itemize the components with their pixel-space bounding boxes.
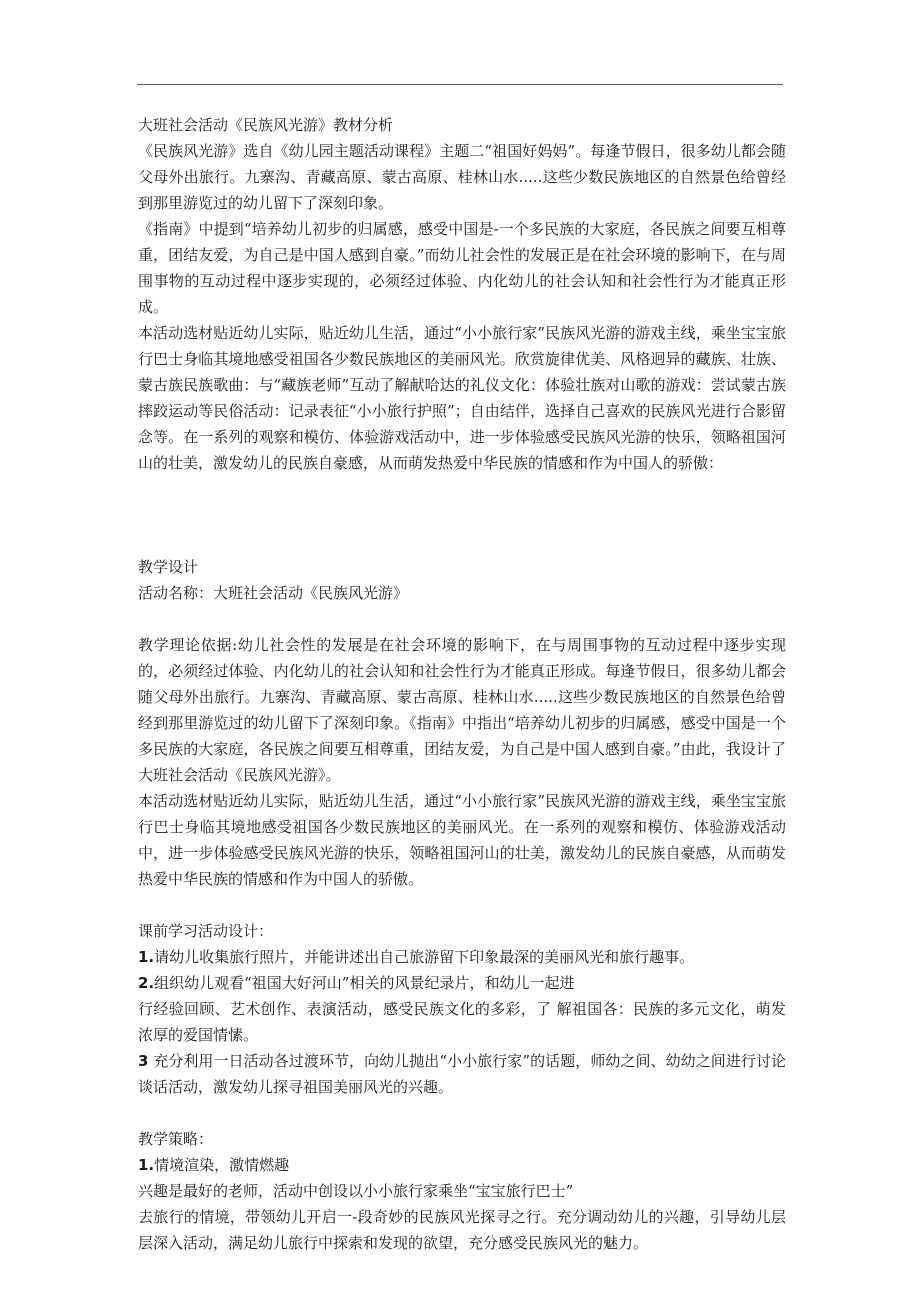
spacer xyxy=(138,476,786,554)
spacer xyxy=(138,1100,786,1126)
strategy-title: 教学策略： xyxy=(138,1130,214,1148)
item-text: 情境渲染，激情燃趣 xyxy=(154,1156,290,1174)
activity-name: 活动名称：大班社会活动《民族风光游》 xyxy=(138,584,409,602)
item-number: 3 xyxy=(138,1052,149,1070)
strategy-line-2: 去旅行的情境，带领幼儿开启一-段奇妙的民族风光探寻之行。充分调动幼儿的兴趣，引导幼儿层层深入活动，满足幼儿旅行中探索和发现的欲望，充分感受民族风光的魅力。 xyxy=(138,1208,786,1252)
analysis-title: 大班社会活动《民族风光游》教材分析 xyxy=(138,116,394,134)
item-number: 1. xyxy=(138,948,155,966)
strategy-line-1: 兴趣是最好的老师，活动中创设以小小旅行家乘坐“宝宝旅行巴士” xyxy=(138,1182,574,1200)
analysis-paragraph-3: 本活动选材贴近幼儿实际，贴近幼儿生活，通过“小小旅行家”民族风光游的游戏主线，乘坐宝宝旅行巴士身临其境地感受祖国各少数民族地区的美丽风光。欣赏旋律优美、风格迥异的藏族、壮族、蒙古族民族歌曲：与“藏族老师”互动了解献哈达的礼仪文化：体验壮族对山歌的游戏：尝试蒙古族摔跤运动等民俗活动：记录表征“小小旅行护照”；自由结伴，选择自己喜欢的民族风光进行合影留念等。在一系列的观察和模仿、体验游戏活动中，进一步体验感受民族风光游的快乐，领略祖国河山的壮美，激发幼儿的民族自豪感，从而萌发热爱中华民族的情感和作为中国人的骄傲： xyxy=(138,324,786,472)
pre-class-item-2 xyxy=(138,970,786,996)
spacer xyxy=(138,892,786,918)
design-title: 教学设计 xyxy=(138,558,199,576)
analysis-paragraph-1: 《民族风光游》选自《幼儿园主题活动课程》主题二“祖国好妈妈”。每逢节假日，很多幼儿都会随父母外出旅行。九寨沟、青藏高原、蒙古高原、桂林山水.....这些少数民族地区的自然景色给曾经到那里游览过的幼儿留下了深刻印象。 xyxy=(138,142,786,212)
item-text: 请幼儿收集旅行照片，并能讲述出自己旅游留下印象最深的美丽风光和旅行趣事。 xyxy=(154,948,695,966)
header-rule xyxy=(137,84,783,85)
pre-class-item-1 xyxy=(138,944,786,970)
pre-class-title: 课前学习活动设计： xyxy=(138,922,274,940)
pre-class-item-2-continued: 行经验回顾、艺术创作、表演活动，感受民族文化的多彩，了 解祖国各：民族的多元文化，萌发浓厚的爱国情愫。 xyxy=(138,1000,786,1044)
selection-paragraph: 本活动选材贴近幼儿实际，贴近幼儿生活，通过“小小旅行家”民族风光游的游戏主线，乘坐宝宝旅行巴士身临其境地感受祖国各少数民族地区的美丽风光。在一系列的观察和模仿、体验游戏活动中，进一步体验感受民族风光游的快乐，领略祖国河山的壮美，激发幼儿的民族自豪感，从而萌发热爱中华民族的情感和作为中国人的骄傲。 xyxy=(138,792,786,888)
item-text: 组织幼儿观看“祖国大好河山”相关的风景纪录片，和幼儿一起进 xyxy=(154,974,575,992)
item-number: 2. xyxy=(138,974,155,992)
item-text: 充分利用一日活动各过渡环节，向幼儿抛出“小小旅行家”的话题，师幼之间、幼幼之间进行讨论谈话活动，激发幼儿探寻祖国美丽风光的兴趣。 xyxy=(138,1052,786,1096)
document-body xyxy=(138,112,786,1256)
pre-class-item-3 xyxy=(138,1048,786,1100)
theory-paragraph: 教学理论依据:幼儿社会性的发展是在社会环境的影响下，在与周围事物的互动过程中逐步实现的，必须经过体验、内化幼儿的社会认知和社会性行为才能真正形成。每逢节假日，很多幼儿都会随父母外出旅行。九寨沟、青藏高原、蒙古高原、桂林山水.....这些少数民族地区的自然景色给曾经到那里游览过的幼儿留下了深刻印象。《指南》中指出“培养幼儿初步的归属感，感受中国是一个多民族的大家庭，各民族之间要互相尊重，团结友爱，为自己是中国人感到自豪。”由此，我设计了大班社会活动《民族风光游》。 xyxy=(138,636,786,784)
spacer xyxy=(138,606,786,632)
item-number: 1. xyxy=(138,1156,155,1174)
strategy-item-1 xyxy=(138,1152,786,1178)
analysis-paragraph-2: 《指南》中提到“培养幼儿初步的归属感，感受中国是-一个多民族的大家庭，各民族之间要互相尊重，团结友爱，为自己是中国人感到自豪。”而幼儿社会性的发展正是在社会环境的影响下，在与周围事物的互动过程中逐步实现的，必须经过体验、内化幼儿的社会认知和社会性行为才能真正形成。 xyxy=(138,220,786,316)
